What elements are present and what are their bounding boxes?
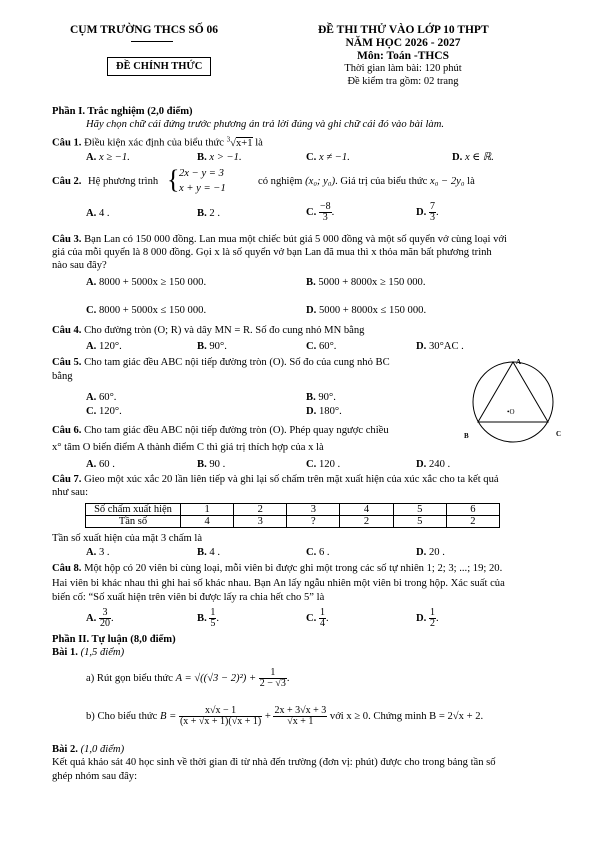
q6-stem-2: x° tâm O biến điểm A thành điểm C thì giá trị thích hợp của x là	[52, 442, 324, 453]
bai2-line1: Kết quả khảo sát 40 học sinh về thời gian đi từ nhà đến trường (đơn vị: phút) được cho trong bảng tần số	[52, 757, 496, 768]
q2-rest: có nghiệm (x₀; y₀). Giá trị của biểu thức x₀ − 2y₀ là	[258, 176, 475, 187]
q5-stem: Câu 5. Cho tam giác đều ABC nội tiếp đường tròn (O). Số đo của cung nhỏ BC	[52, 357, 390, 368]
q8-option-a: A. $\frac{3}{20}$ .	[86, 607, 114, 629]
q8-line2: Hai viên bi khác nhau thì ghi hai số khác nhau. Bạn An lấy ngẫu nhiên một viên bi trong hộp. Xác suất của	[52, 578, 505, 589]
q3-option-d: D. 5000 + 8000x ≤ 150 000.	[306, 305, 427, 316]
bai2-line2: ghép nhóm sau đây:	[52, 771, 138, 782]
q4-option-b: B. 90°.	[197, 341, 227, 352]
q2-brace: {	[167, 165, 180, 194]
q3-line1: Câu 3. Bạn Lan có 150 000 đồng. Lan mua một chiếc bút giá 5 000 đồng và một số quyển vở cùng loại với	[52, 234, 507, 245]
label-o: •O	[507, 408, 515, 416]
q2-option-b: B. 2 .	[197, 208, 220, 219]
q1-radical: $^3$√x+1	[226, 135, 253, 149]
q7-stem-2: như sau:	[52, 487, 89, 498]
q7-option-b: B. 4 .	[197, 547, 220, 558]
q1-option-d: D. x ∈ ℝ.	[452, 152, 494, 163]
q5-option-d: D. 180°.	[306, 406, 342, 417]
q2-label: Câu 2.	[52, 176, 82, 187]
label-a: A	[516, 358, 522, 366]
q7-option-d: D. 20 .	[416, 547, 445, 558]
q2-text: Hệ phương trình	[88, 176, 159, 187]
q3-line3: nào sau đây?	[52, 260, 107, 271]
q4-option-a: A. 120°.	[86, 341, 122, 352]
q7-question: Tần số xuất hiện của mặt 3 chấm là	[52, 533, 203, 544]
q6-stem: Câu 6. Cho tam giác đều ABC nội tiếp đường tròn (O). Phép quay ngược chiều	[52, 425, 389, 436]
label-c: C	[556, 430, 562, 438]
q3-option-c: C. 8000 + 5000x ≤ 150 000.	[86, 305, 207, 316]
q7-stem: Câu 7. Gieo một xúc xắc 20 lần liên tiếp và ghi lại số chấm trên mặt xuất hiện của xúc xắc cho ta kết quả	[52, 474, 499, 485]
q4-stem: Câu 4. Cho đường tròn (O; R) và dây MN = R. Số đo cung nhỏ MN bằng	[52, 325, 365, 336]
q8-line3: biến cố: “Số xuất hiện trên viên bi được lấy ra chia hết cho 5” là	[52, 592, 325, 603]
q6-option-c: C. 120 .	[306, 459, 341, 470]
q3-option-a: A. 8000 + 5000x ≥ 150 000.	[86, 277, 207, 288]
part2-title: Phần II. Tự luận (8,0 điểm)	[52, 634, 176, 645]
q1-label: Câu 1.	[52, 137, 82, 149]
q5-option-a: A. 60°.	[86, 392, 117, 403]
page-count: Đề kiểm tra gồm: 02 trang	[347, 76, 459, 87]
q4-option-d: D. 30°AC .	[416, 341, 464, 352]
q6-option-d: D. 240 .	[416, 459, 451, 470]
time-limit: Thời gian làm bài: 120 phút	[344, 63, 462, 74]
label-b: B	[464, 432, 469, 440]
school-year: NĂM HỌC 2026 - 2027	[345, 37, 461, 49]
bai1-part-a: a) Rút gọn biểu thức A = √((√3 − 2)²) + $\frac{1}{2 - √3}$ .	[86, 667, 290, 689]
bai1-part-b: b) Cho biểu thức B = $\frac{x√x - 1}{(x + √x + 1)(√x + 1)}$ + $\frac{2x + 3√x + 3}{√x + 1}$ với x ≥ 0. Chứng minh B = 2√x + 2.	[86, 705, 484, 727]
triangle-circle-figure	[460, 358, 580, 444]
q1-text: Điều kiện xác định của biểu thức	[84, 137, 224, 149]
header-divider	[131, 41, 173, 42]
official-badge: ĐỀ CHÍNH THỨC	[107, 57, 211, 76]
circumcircle	[473, 362, 553, 442]
part1-title: Phần I. Trắc nghiệm (2,0 điểm)	[52, 106, 193, 117]
part1-instruction: Hãy chọn chữ cái đứng trước phương án trả lời đúng và ghi chữ cái đó vào bài làm.	[86, 119, 445, 130]
subject: Môn: Toán -THCS	[356, 50, 450, 62]
q3-option-b: B. 5000 + 8000x ≥ 150 000.	[306, 277, 426, 288]
q2-option-c: C. $\frac{-8}{3}$ .	[306, 201, 335, 223]
q7-option-a: A. 3 .	[86, 547, 110, 558]
bai2-heading: Bài 2. (1,0 điểm)	[52, 744, 125, 755]
q8-option-c: C. $\frac{1}{4}$ .	[306, 607, 329, 629]
q4-option-c: C. 60°.	[306, 341, 337, 352]
q1-option-b: B. x > −1.	[197, 152, 242, 163]
q7-option-c: C. 6 .	[306, 547, 330, 558]
bai1-heading: Bài 1. (1,5 điểm)	[52, 647, 125, 658]
exam-title: ĐỀ THI THỬ VÀO LỚP 10 THPT	[318, 24, 489, 36]
table-row: Tần số 4 3 ? 2 5 2	[86, 516, 500, 528]
q1-option-a: A. x ≥ −1.	[86, 152, 130, 163]
q6-option-a: A. 60 .	[86, 459, 115, 470]
q3-line2: giá của mỗi quyển là 8 000 đồng. Gọi x là số quyển vở bạn Lan đã mua thì x thỏa mãn bất phương trình	[52, 247, 492, 258]
q2-option-a: A. 4 .	[86, 208, 110, 219]
q8-option-d: D. $\frac{1}{2}$ .	[416, 607, 439, 629]
q2-eq2: x + y = −1	[179, 183, 226, 194]
q6-option-b: B. 90 .	[197, 459, 226, 470]
q8-line1: Câu 8. Một hộp có 20 viên bi cùng loại, mỗi viên bi được ghi một trong các số tự nhiên 1; 2; 3; ...; 19; 20.	[52, 563, 503, 574]
q5-option-c: C. 120°.	[86, 406, 122, 417]
q5-stem-2: bằng	[52, 371, 73, 382]
q2-eq1: 2x − y = 3	[179, 168, 224, 179]
q5-option-b: B. 90°.	[306, 392, 336, 403]
q2-option-d: D. $\frac{7}{3}$ .	[416, 201, 439, 223]
q1-tail: là	[255, 137, 263, 149]
q1-option-c: C. x ≠ −1.	[306, 152, 350, 163]
q1-stem	[52, 133, 263, 150]
school-name: CỤM TRƯỜNG THCS SỐ 06	[70, 24, 219, 36]
q7-frequency-table	[85, 503, 500, 528]
q8-option-b: B. $\frac{1}{5}$ .	[197, 607, 220, 629]
table-row: Số chấm xuất hiện 1 2 3 4 5 6	[86, 504, 500, 516]
